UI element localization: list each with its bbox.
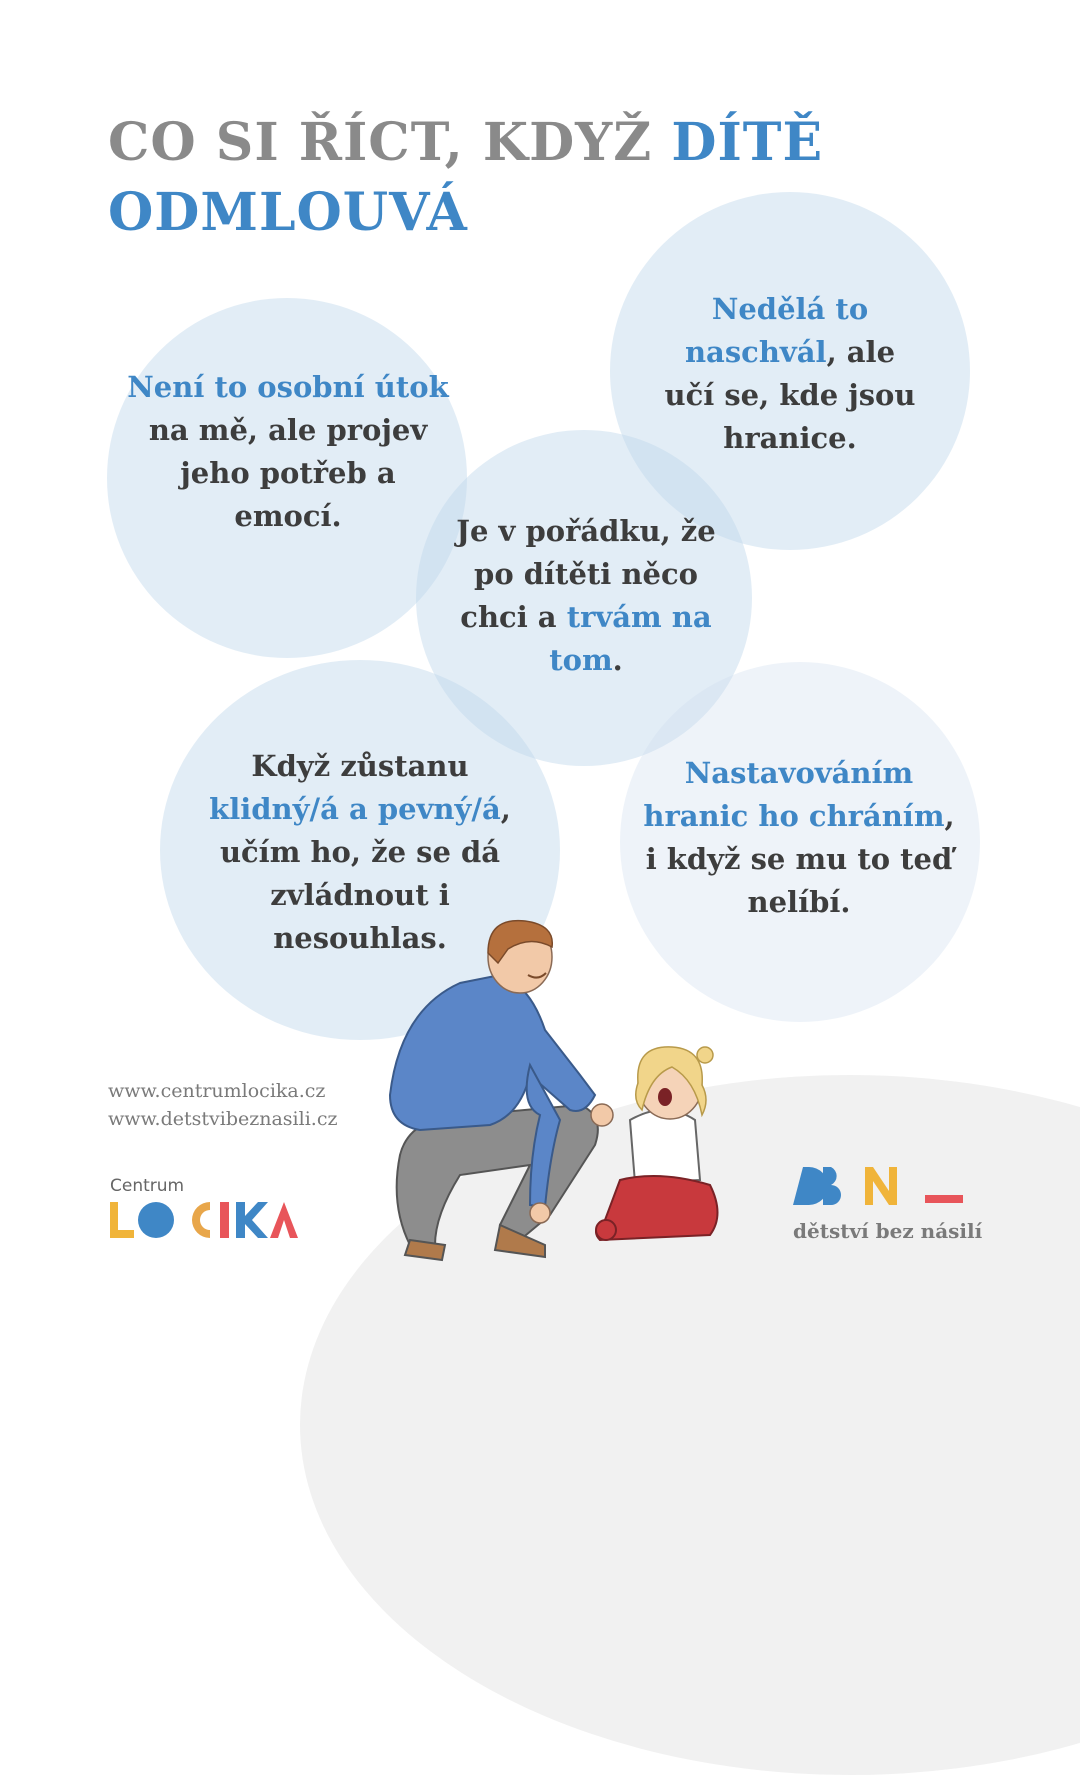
locika-logo: [110, 1176, 300, 1244]
dbn-logo: [793, 1165, 983, 1243]
bubble-3-pre: Je v pořádku, že po dítěti něco chci a: [456, 514, 716, 634]
bubble-5-post: , i když se mu to teď nelíbí.: [645, 799, 955, 919]
website-links: [108, 1077, 337, 1133]
bubble-1-rest-a: na: [148, 413, 189, 447]
bubble-5-highlight: Nastavováním hranic ho chráním: [643, 756, 945, 833]
bubble-4-post: , učím ho, že se dá zvládnout i nesouhlas.: [219, 792, 511, 955]
bubble-2-highlight: Nedělá to naschvál: [684, 292, 869, 369]
bubble-1-rest-b: mě, ale projev jeho potřeb a emocí.: [180, 413, 428, 533]
bubble-2-rest: , ale učí se, kde jsou hranice.: [664, 335, 916, 455]
title-part-3: ODMLOUVÁ: [108, 182, 468, 243]
title-part-2: DÍTĚ: [671, 112, 824, 173]
bubble-1-highlight: Není to osobní útok: [127, 370, 449, 404]
dbn-tagline: dětství bez násilí: [793, 1219, 983, 1243]
bubble-2-text: [660, 288, 920, 460]
locika-wordmark-icon: [110, 1200, 300, 1240]
dbn-wordmark-icon: [793, 1165, 968, 1209]
link-centrumlocika[interactable]: www.centrumlocika.cz: [108, 1080, 326, 1102]
link-detstvibeznasili[interactable]: www.detstvibeznasili.cz: [108, 1108, 338, 1130]
bubble-4-highlight: klidný/á a pevný/á: [209, 792, 501, 826]
bubble-3-highlight: trvám na tom: [549, 600, 712, 677]
title-part-1: CO SI ŘÍCT, KDYŽ: [108, 112, 672, 173]
bubble-3-post: .: [612, 643, 623, 677]
bubble-1-text: [125, 366, 451, 538]
bubble-5-text: [640, 752, 958, 924]
locika-logo-small: Centrum: [110, 1176, 185, 1196]
bubble-3-text: [448, 510, 724, 682]
bubble-4-pre: Když zůstanu: [251, 749, 469, 783]
father-child-illustration: [380, 915, 730, 1265]
